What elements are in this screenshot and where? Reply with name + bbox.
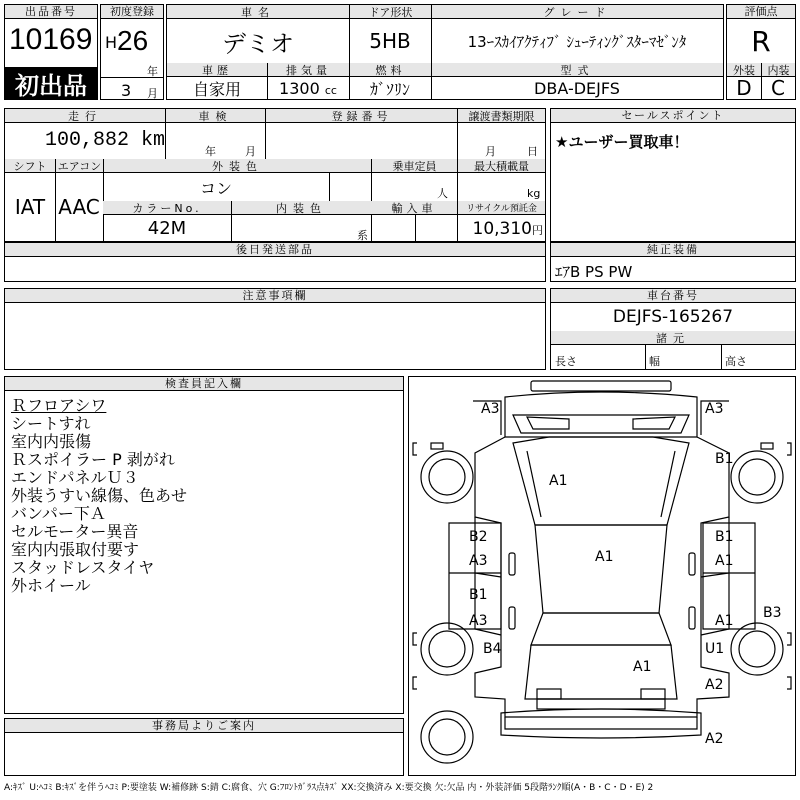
history: 自家用: [192, 79, 241, 99]
mileage: 100,882: [45, 129, 130, 152]
mark-u1: U1: [705, 641, 725, 657]
mark-a2-bottom: A2: [705, 731, 724, 747]
month-unit: 月: [147, 87, 158, 100]
transfer-month: 月: [485, 145, 496, 158]
inspector-label: 検査員記入欄: [5, 377, 403, 391]
transfer-day: 日: [527, 145, 538, 158]
inspector-line: スタッドレスタイヤ: [11, 558, 155, 577]
int-color-unit: 系: [357, 229, 368, 242]
recycle-label: リサイクル預託金: [457, 201, 545, 215]
ac-label: エアコン: [55, 159, 103, 173]
mark-b1-right: B1: [715, 529, 734, 545]
score-label: 評価点: [727, 5, 795, 19]
office-label: 事務局よりご案内: [5, 719, 403, 733]
dims-label: 諸元: [551, 331, 795, 345]
mileage-unit: km: [141, 129, 166, 152]
inspector-line: シートすれ: [11, 414, 91, 433]
mileage-label: 走行: [5, 109, 165, 123]
chassis-number: DEJFS-165267: [612, 307, 734, 327]
chassis-label: 車台番号: [551, 289, 795, 303]
width-label: 幅: [649, 355, 660, 368]
length-label: 長さ: [555, 355, 577, 368]
model: DBA-DEJFS: [534, 78, 620, 98]
lot-label: 出品番号: [5, 5, 97, 19]
car-diagram: [409, 377, 795, 775]
ext-color: コン: [199, 178, 232, 198]
plate-label: 登録番号: [265, 109, 457, 123]
height-label: 高さ: [725, 355, 747, 368]
notes-label: 注意事項欄: [5, 289, 545, 303]
inspection-year: 年: [205, 145, 216, 158]
recycle-unit: 円: [532, 224, 543, 237]
displacement-unit: cc: [324, 84, 337, 97]
recycle-wrap: [457, 219, 545, 239]
interior-score: C: [771, 76, 785, 100]
sales-point-box: [550, 108, 796, 242]
car-name-label: 車名: [167, 5, 349, 19]
displacement: 1300: [279, 79, 320, 98]
mark-a1-right-2: A1: [715, 613, 734, 629]
transfer-label: 譲渡書類期限: [457, 109, 545, 123]
inspector-line: 外ホイール: [11, 576, 91, 595]
score-box: [726, 4, 796, 100]
mark-a3-left-1: A3: [469, 553, 488, 569]
lot-number: 10169: [9, 23, 93, 56]
first-reg-box: [100, 4, 164, 100]
mark-b3: B3: [763, 605, 782, 621]
inspector-line: 室内内張傷: [11, 432, 92, 451]
inspector-line: バンパー下Ａ: [11, 504, 106, 523]
capacity-unit: 人: [437, 187, 448, 200]
year-unit: 年: [147, 65, 158, 78]
sales-point-label: セールスポイント: [551, 109, 795, 123]
mark-b1-top-right: B1: [715, 451, 734, 467]
ext-color-label: 外装色: [103, 159, 371, 173]
grade-label: グレード: [431, 5, 723, 19]
model-label: 型式: [431, 63, 723, 77]
office-box: [4, 718, 404, 776]
first-listing-badge: 初出品: [5, 67, 97, 99]
import-label: 輸入車: [371, 201, 457, 215]
era: H: [105, 33, 118, 52]
later-parts-box: [4, 242, 546, 282]
mark-b2-left: B2: [469, 529, 488, 545]
mileage-wrap: [45, 129, 165, 152]
genuine-equipment-box: [550, 242, 796, 282]
door-type: 5HB: [369, 29, 411, 53]
fuel: ｶﾞｿﾘﾝ: [369, 79, 410, 99]
mark-a1-rear: A1: [633, 659, 652, 675]
mark-b4: B4: [483, 641, 502, 657]
load-unit: kg: [527, 187, 541, 200]
history-label: 車歴: [167, 63, 267, 77]
mark-a1-right-1: A1: [715, 553, 734, 569]
mark-a3-fr: A3: [705, 401, 724, 417]
door-label: ドア形状: [349, 5, 431, 19]
exterior-score: D: [736, 76, 752, 100]
displacement-label: 排気量: [267, 63, 349, 77]
mark-a3-fl: A3: [481, 401, 500, 417]
color-no: 42M: [147, 217, 187, 239]
shift-label: シフト: [5, 159, 55, 173]
fuel-label: 燃料: [349, 63, 431, 77]
inspector-line: セルモーター異音: [11, 522, 139, 541]
mark-b1-left: B1: [469, 587, 488, 603]
capacity-label: 乗車定員: [371, 159, 457, 173]
lot-box: [4, 4, 98, 100]
load-label: 最大積載量: [457, 159, 545, 173]
inspector-line: 室内内張取付要す: [11, 540, 140, 559]
legend: A:ｷｽﾞ U:ﾍｺﾐ B:ｷｽﾞを伴うﾍｺﾐ P:要塗装 W:補修跡 S:錆 C:腐食、穴 G:ﾌﾛﾝﾄｶﾞﾗｽ点ｷｽﾞ XX:交換済み X:要交換 欠:欠品 内・外装評価 5段階ﾗﾝｸ順(A・B・C・D・E) 2: [4, 783, 654, 793]
score: R: [751, 24, 771, 58]
reg-month: 3: [121, 81, 132, 100]
inspector-line: Ｒフロアシワ: [11, 396, 107, 415]
inspector-line: 外装うすい線傷、色あせ: [11, 486, 188, 505]
mark-a1-hood: A1: [549, 473, 568, 489]
inspector-box: [4, 376, 404, 714]
inspection-month: 月: [245, 145, 256, 158]
inspector-line: エンドパネルＵ３: [11, 468, 139, 487]
interior-label: 内装: [761, 63, 795, 77]
sales-point-text: ★ユーザー買取車！: [555, 133, 689, 151]
mark-a3-left-2: A3: [469, 613, 488, 629]
ac: AAC: [58, 195, 100, 219]
later-parts-label: 後日発送部品: [5, 243, 545, 257]
genuine-equipment-label: 純正装備: [551, 243, 795, 257]
inspector-lines: [11, 397, 187, 595]
spec-box: [4, 108, 546, 242]
first-reg-label: 初度登録: [101, 5, 163, 19]
grade: 13ｰｽｶｲｱｸﾃｨﾌﾞ ｼｭｰﾃｨﾝｸﾞｽﾀｰﾏｾﾞﾝﾀ: [467, 32, 687, 51]
car-info-box: [166, 4, 724, 100]
genuine-equipment-text: ｴｱB PS PW: [555, 263, 633, 281]
notes-box: [4, 288, 546, 370]
displacement-wrap: [267, 79, 349, 99]
shift: IAT: [14, 195, 46, 219]
int-color-label: 内装色: [231, 201, 371, 215]
mark-a2-right: A2: [705, 677, 724, 693]
car-diagram-box: [408, 376, 796, 776]
chassis-box: [550, 288, 796, 370]
inspector-line: Ｒスポイラー P 剥がれ: [11, 450, 175, 469]
car-name: デミオ: [222, 29, 294, 58]
color-no-label: カラーNo.: [103, 201, 231, 215]
inspection-label: 車検: [165, 109, 265, 123]
recycle-amount: 10,310: [472, 219, 532, 239]
mark-a1-center: A1: [595, 549, 614, 565]
reg-year: 26: [117, 25, 149, 56]
exterior-label: 外装: [727, 63, 761, 77]
